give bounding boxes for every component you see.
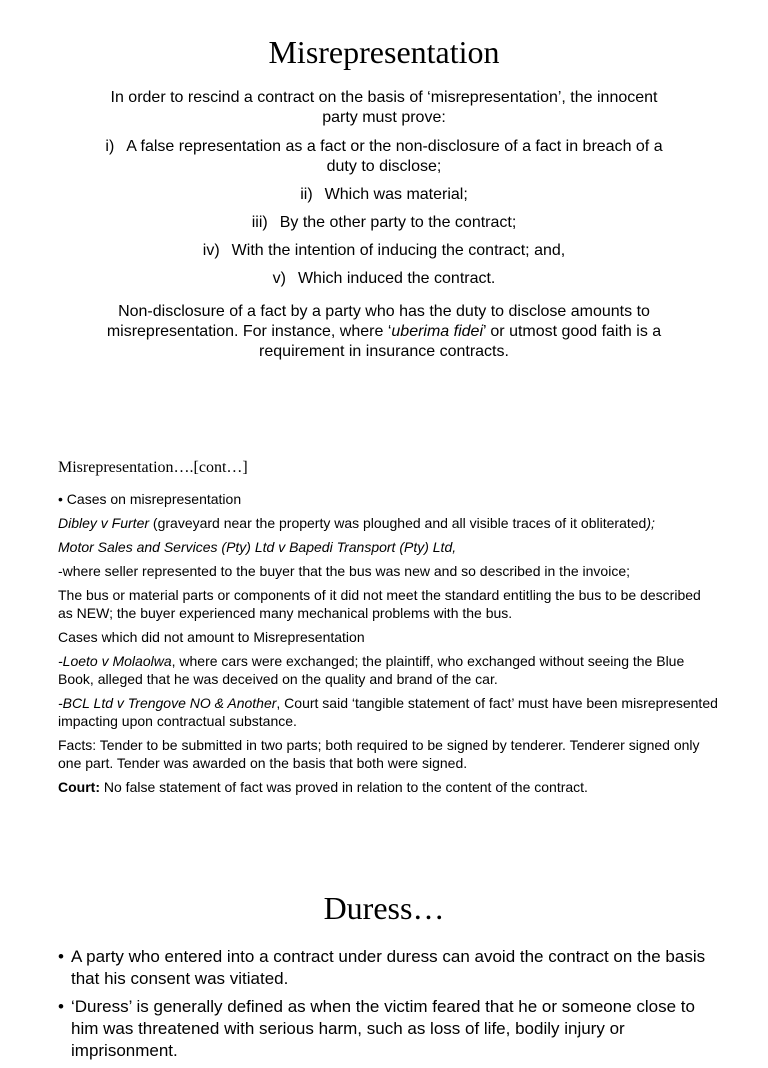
item-number: iv) <box>202 242 220 259</box>
case-end: ); <box>646 515 655 531</box>
cases-bullet: • Cases on misrepresentation <box>58 491 242 507</box>
case-loeto <box>58 652 718 688</box>
subheading-not-misrepresentation: Cases which did not amount to Misrepresentation <box>58 629 365 645</box>
paragraph-text: Non-disclosure of a fact by a party who has the duty to disclose amounts to misrepresentation. For instance, where ‘ <box>106 303 650 340</box>
requirements-list <box>100 137 668 297</box>
court-label: Court: <box>58 779 100 795</box>
bullet-dot: • <box>58 997 64 1016</box>
slide-misrepresentation-cont <box>0 430 768 860</box>
case-facts: Facts: Tender to be submitted in two parts; both required to be signed by tenderer. Tenderer signed only one part. Tender was awarded on the basis that both were signed. <box>58 737 700 771</box>
item-text: Which induced the contract. <box>297 270 496 287</box>
list-item <box>100 213 668 233</box>
bullet-item <box>58 946 718 990</box>
item-text: By the other party to the contract; <box>279 214 517 231</box>
case-name: Dibley v Furter <box>58 515 153 531</box>
paragraph-text: ’ or utmost good faith is a requirement in insurance contracts. <box>259 323 662 360</box>
case-description: , Court said ‘tangible statement of fact’ must have been misrepresented impacting upon contractual substance. <box>58 695 718 729</box>
slide-heading: Misrepresentation….[cont…] <box>58 459 248 476</box>
item-number: i) <box>105 138 115 155</box>
bullet-text: ‘Duress’ is generally defined as when the victim feared that he or someone close to him was threatened with serious harm, such as loss of life, bodily injury or imprisonment. <box>71 997 695 1060</box>
court-finding <box>58 778 718 796</box>
case-name: -Loeto v Molaolwa <box>58 653 172 669</box>
case-description: -where seller represented to the buyer that the bus was new and so described in the invoice; <box>58 563 630 579</box>
case-description: , where cars were exchanged; the plaintiff, who exchanged without seeing the Blue Book, alleged that he was deceived on the quality and brand of the car. <box>58 653 685 687</box>
item-number: iii) <box>251 214 268 231</box>
item-number: v) <box>272 270 286 287</box>
nondisclosure-paragraph <box>100 302 668 362</box>
list-item <box>100 185 668 205</box>
case-name: -BCL Ltd v Trengove NO & Another <box>58 695 277 711</box>
item-text: With the intention of inducing the contract; and, <box>231 242 566 259</box>
latin-term: uberima fidei <box>391 323 483 340</box>
court-text: No false statement of fact was proved in relation to the content of the contract. <box>100 779 588 795</box>
bullet-text: A party who entered into a contract under duress can avoid the contract on the basis that his consent was vitiated. <box>71 947 706 988</box>
case-description: (graveyard near the property was ploughed and all visible traces of it obliterated <box>152 515 647 531</box>
slide-duress <box>0 860 768 1060</box>
case-description: The bus or material parts or components of it did not meet the standard entitling the bus to be described as NEW; the buyer experienced many mechanical problems with the bus. <box>58 587 701 621</box>
list-item <box>100 241 668 261</box>
slide-body <box>58 490 718 802</box>
case-motor-sales: Motor Sales and Services (Pty) Ltd v Bapedi Transport (Pty) Ltd, <box>58 539 457 555</box>
item-text: Which was material; <box>324 186 468 203</box>
slide-title: Misrepresentation <box>268 34 500 70</box>
case-dibley <box>58 514 718 532</box>
item-number: ii) <box>300 186 313 203</box>
bullet-dot: • <box>58 947 64 966</box>
list-item <box>100 269 668 289</box>
slide-title: Duress… <box>323 890 445 926</box>
item-text: A false representation as a fact or the non-disclosure of a fact in breach of a duty to disclose; <box>126 138 663 175</box>
duress-bullets <box>58 946 718 1068</box>
bullet-item <box>58 996 718 1062</box>
slide-misrepresentation <box>0 0 768 430</box>
list-item <box>100 137 668 177</box>
case-bcl <box>58 694 718 730</box>
intro-paragraph: In order to rescind a contract on the basis of ‘misrepresentation’, the innocent party must prove: <box>110 89 658 126</box>
